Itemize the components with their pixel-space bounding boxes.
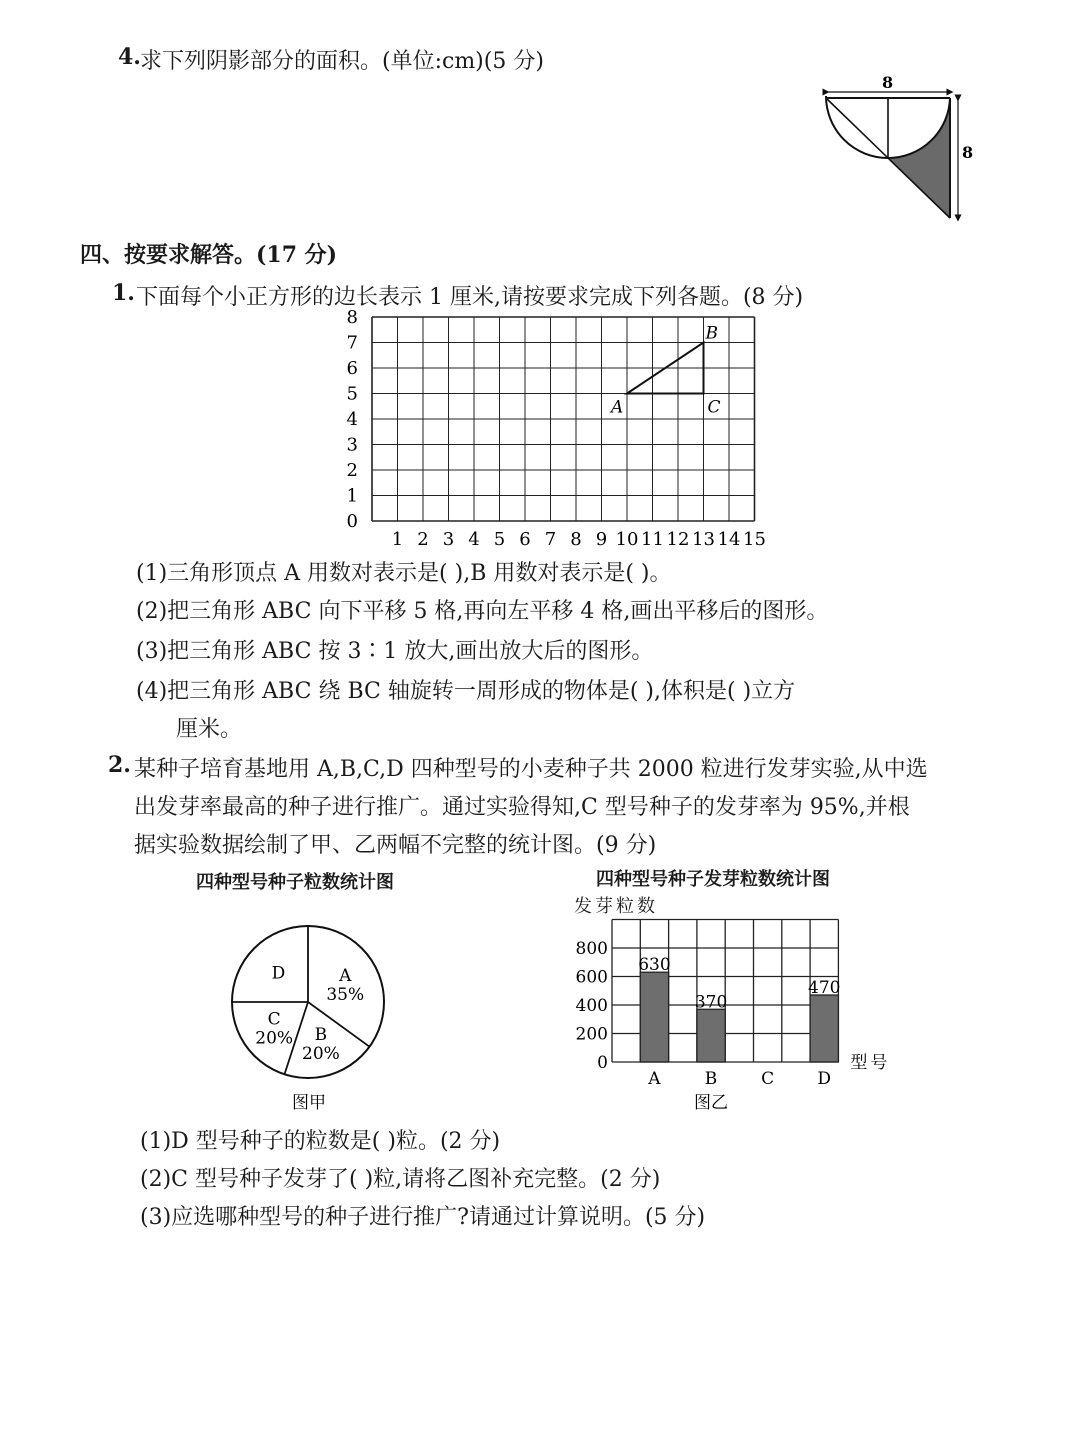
- dim-side-label: 8: [962, 143, 974, 162]
- p2-line1: 某种子培育基地用 A,B,C,D 四种型号的小麦种子共 2000 粒进行发芽实验,从中选: [134, 757, 928, 782]
- x-tick-label: 1: [391, 529, 404, 550]
- pie-label-b: B: [314, 1024, 328, 1045]
- y-tick-label: 8: [346, 310, 358, 328]
- y-tick-label: 0: [346, 511, 358, 532]
- p1-sub3: (3)把三角形 ABC 按 3∶1 放大,画出放大后的图形。: [136, 639, 654, 664]
- y-tick-label: 3: [346, 434, 358, 456]
- p2-sub2: (2)C 型号种子发芽了( )粒,请将乙图补充完整。(2 分): [140, 1167, 661, 1192]
- bar-y-tick: 400: [575, 996, 608, 1016]
- pie-label-a: A: [339, 966, 352, 987]
- q4-figure: [812, 70, 982, 230]
- bar-category-a: A: [648, 1069, 661, 1089]
- p1-sub4-cont: 厘米。: [176, 717, 243, 742]
- x-tick-label: 2: [417, 529, 429, 550]
- point-b-label: B: [705, 323, 718, 344]
- bar-d: [810, 995, 838, 1062]
- bar-value-d: 470: [808, 978, 841, 999]
- bar-category-c: C: [761, 1069, 775, 1089]
- y-tick-label: 7: [346, 332, 358, 354]
- bar-xlabel: 型号: [850, 1053, 891, 1073]
- y-tick-label: 1: [346, 485, 358, 507]
- x-tick-label: 10: [615, 529, 639, 550]
- p1-text: 下面每个小正方形的边长表示 1 厘米,请按要求完成下列各题。(8 分): [136, 285, 804, 310]
- bar-chart-ylabel: 发芽粒数: [574, 896, 658, 917]
- q4-number: 4.: [118, 44, 141, 70]
- x-tick-label: 6: [519, 529, 531, 550]
- y-tick-label: 4: [346, 409, 358, 430]
- x-tick-label: 12: [666, 529, 690, 550]
- y-tick-label: 6: [346, 358, 358, 379]
- x-tick-label: 11: [641, 529, 664, 550]
- bar-a: [640, 972, 668, 1062]
- x-tick-label: 8: [570, 529, 582, 550]
- pie-chart-title: 四种型号种子粒数统计图: [196, 872, 394, 893]
- bar-caption: 图乙: [694, 1093, 729, 1113]
- p2-line3: 据实验数据绘制了甲、乙两幅不完整的统计图。(9 分): [134, 833, 657, 858]
- pie-pct-b: 20%: [302, 1043, 340, 1064]
- bar-category-d: D: [817, 1069, 832, 1089]
- bar-y-tick: 600: [575, 967, 608, 988]
- x-tick-label: 3: [442, 529, 455, 550]
- p2-sub3: (3)应选哪种型号的种子进行推广?请通过计算说明。(5 分): [140, 1205, 706, 1230]
- x-tick-label: 14: [717, 529, 741, 550]
- x-tick-label: 4: [468, 529, 480, 550]
- bar-value-b: 370: [694, 992, 728, 1013]
- bar-category-b: B: [704, 1069, 718, 1089]
- y-tick-label: 5: [346, 383, 358, 405]
- x-tick-label: 5: [493, 529, 506, 550]
- bar-chart-title: 四种型号种子发芽粒数统计图: [596, 869, 830, 890]
- bar-y-tick: 0: [597, 1053, 608, 1073]
- point-a-label: A: [611, 397, 624, 418]
- bar-y-tick: 200: [575, 1024, 608, 1045]
- p1-number: 1.: [112, 280, 135, 306]
- x-tick-label: 15: [743, 529, 766, 550]
- pie-caption: 图甲: [292, 1093, 326, 1112]
- x-tick-label: 13: [692, 529, 715, 550]
- point-c-label: C: [707, 397, 721, 418]
- x-tick-label: 7: [544, 529, 557, 550]
- q4-text: 求下列阴影部分的面积。(单位:cm)(5 分): [140, 49, 544, 74]
- bar-chart: [560, 910, 930, 1115]
- dim-top-label: 8: [882, 73, 894, 92]
- coordinate-grid: [340, 310, 790, 550]
- p1-sub2: (2)把三角形 ABC 向下平移 5 格,再向左平移 4 格,画出平移后的图形。: [136, 599, 829, 624]
- bar-value-a: 630: [638, 955, 671, 976]
- pie-chart: [220, 912, 400, 1112]
- p2-sub1: (1)D 型号种子的粒数是( )粒。(2 分): [140, 1129, 501, 1154]
- section-title: 四、按要求解答。(17 分): [80, 242, 338, 268]
- p2-line2: 出发芽率最高的种子进行推广。通过实验得知,C 型号种子的发芽率为 95%,并根: [134, 795, 910, 820]
- pie-label-c: C: [267, 1009, 281, 1030]
- bar-y-tick: 800: [575, 939, 608, 959]
- pie-pct-c: 20%: [255, 1028, 294, 1049]
- y-tick-label: 2: [346, 460, 358, 481]
- bar-b: [697, 1009, 725, 1062]
- p2-number: 2.: [108, 752, 131, 778]
- x-tick-label: 9: [595, 529, 608, 550]
- p1-sub1: (1)三角形顶点 A 用数对表示是( ),B 用数对表示是( )。: [136, 561, 672, 586]
- pie-pct-a: 35%: [326, 985, 365, 1006]
- pie-label-d: D: [271, 963, 286, 984]
- p1-sub4: (4)把三角形 ABC 绕 BC 轴旋转一周形成的物体是( ),体积是( )立方: [136, 679, 796, 704]
